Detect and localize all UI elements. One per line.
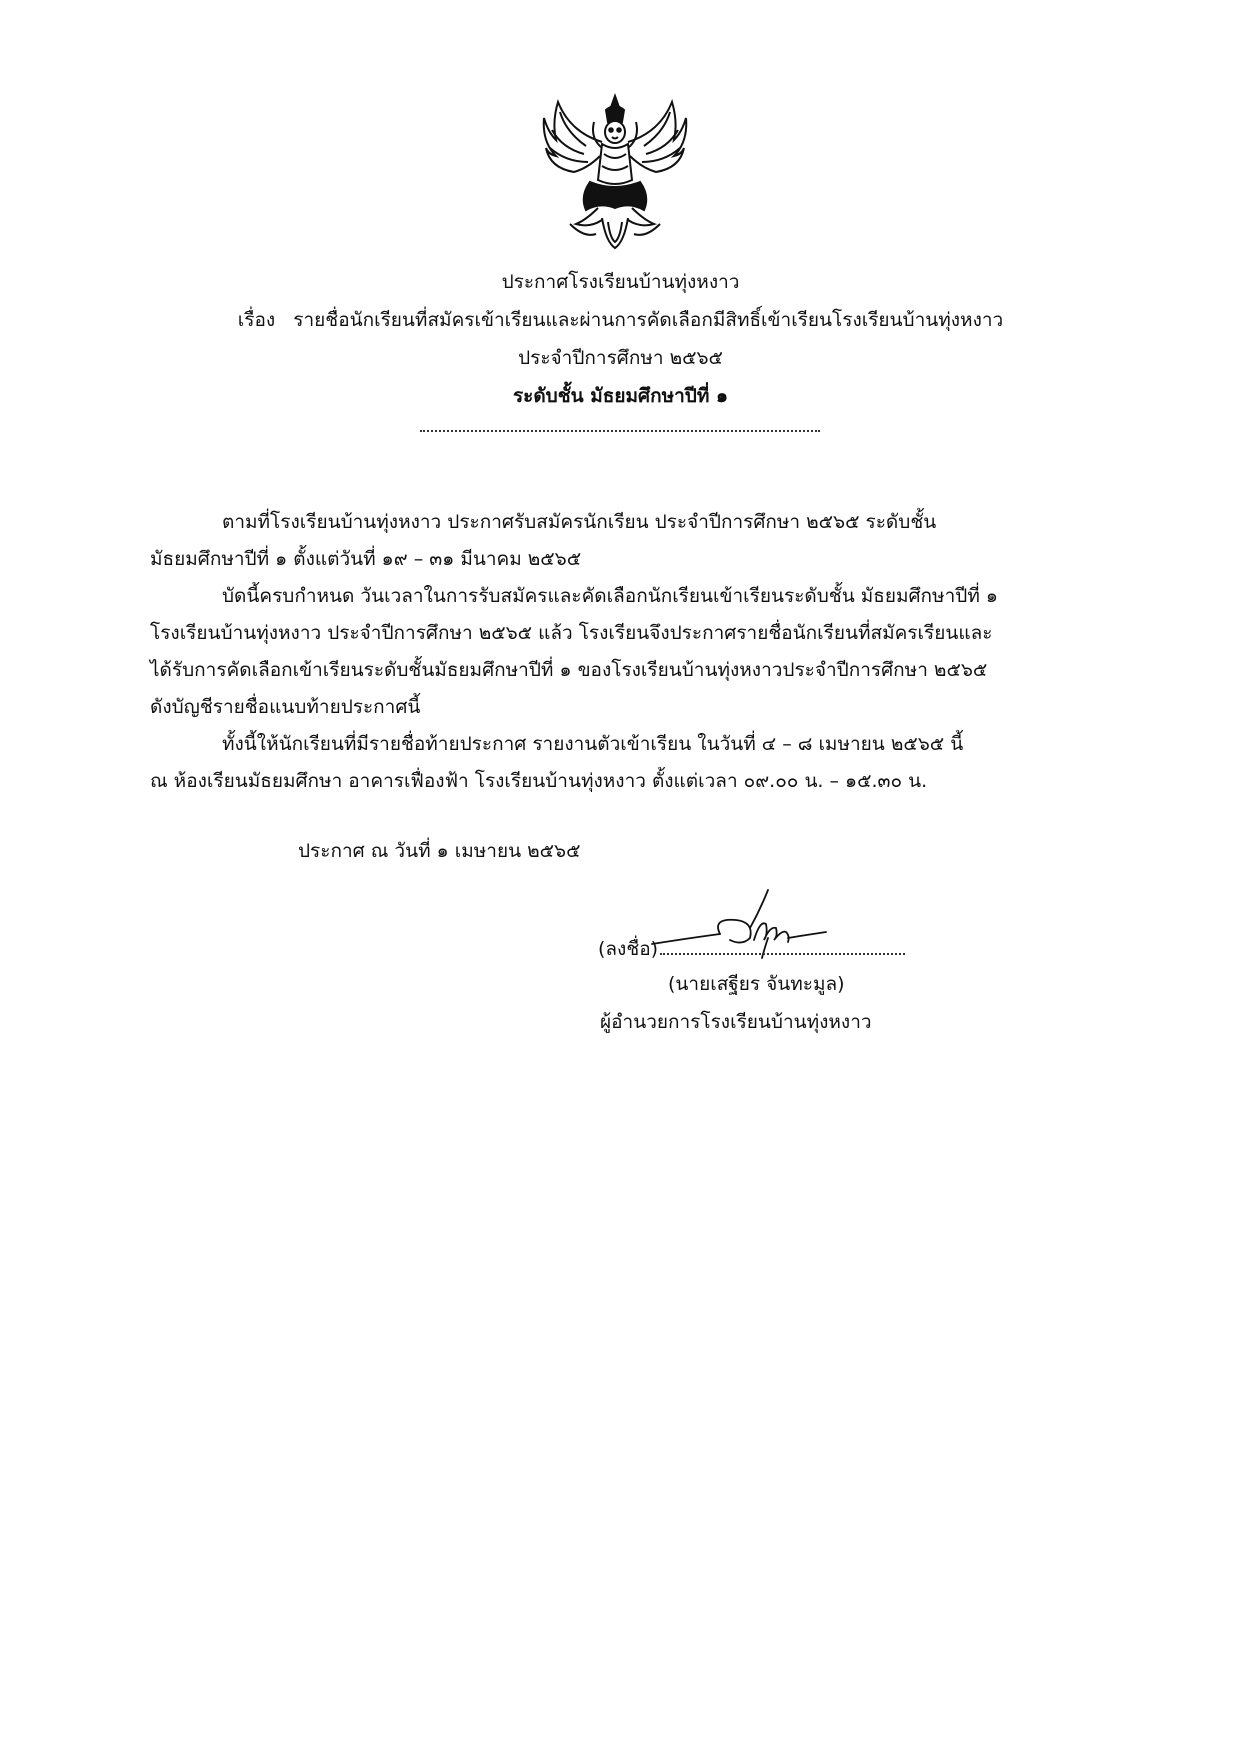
subject-label: เรื่อง (237, 309, 276, 331)
signature-dots (660, 953, 905, 955)
paragraph-line: ดังบัญชีรายชื่อแนบท้ายประกาศนี้ (150, 696, 421, 718)
body-paragraph-3 (150, 726, 1060, 800)
subject-line (0, 306, 1241, 334)
paragraph-line: ณ ห้องเรียนมัธยมศึกษา อาคารเฟื่องฟ้า โรงเรียนบ้านทุ่งหงาว ตั้งแต่เวลา ๐๙.๐๐ น. – ๑๕.๓๐ น. (150, 770, 928, 792)
paragraph-line: โรงเรียนบ้านทุ่งหงาว ประจำปีการศึกษา ๒๕๖๕ แล้ว โรงเรียนจึงประกาศรายชื่อนักเรียนที่สมัครเรียนและ (150, 622, 993, 644)
announcement-title: ประกาศโรงเรียนบ้านทุ่งหงาว (501, 271, 740, 293)
paragraph-line: ตามที่โรงเรียนบ้านทุ่งหงาว ประกาศรับสมัครนักเรียน ประจำปีการศึกษา ๒๕๖๕ ระดับชั้น (222, 511, 937, 533)
paragraph-line: ได้รับการคัดเลือกเข้าเรียนระดับชั้นมัธยมศึกษาปีที่ ๑ ของโรงเรียนบ้านทุ่งหงาวประจำปีการศึกษา ๒๕๖๕ (150, 659, 988, 681)
paragraph-line: มัธยมศึกษาปีที่ ๑ ตั้งแต่วันที่ ๑๙ – ๓๑ มีนาคม ๒๕๖๕ (150, 548, 582, 570)
grade-level: ระดับชั้น มัธยมศึกษาปีที่ ๑ (512, 385, 729, 407)
separator-dots (420, 428, 820, 432)
announcement-date: ประกาศ ณ วันที่ ๑ เมษายน ๒๕๖๕ (298, 840, 581, 862)
body-paragraph-2 (150, 578, 1060, 726)
subject-text: รายชื่อนักเรียนที่สมัครเข้าเรียนและผ่านการคัดเลือกมีสิทธิ์เข้าเรียนโรงเรียนบ้านทุ่งหงาว (293, 309, 1004, 331)
body-paragraph-1 (150, 504, 1060, 578)
academic-year: ประจำปีการศึกษา ๒๕๖๕ (518, 347, 723, 369)
garuda-emblem-icon (540, 92, 690, 252)
paragraph-line: ทั้งนี้ให้นักเรียนที่มีรายชื่อท้ายประกาศ รายงานตัวเข้าเรียน ในวันที่ ๔ – ๘ เมษายน ๒๕๖๕ นี้ (222, 733, 964, 755)
sign-label: (ลงชื่อ) (598, 938, 659, 960)
signature-line (598, 935, 905, 963)
signer-title: ผู้อำนวยการโรงเรียนบ้านทุ่งหงาว (600, 1011, 872, 1033)
paragraph-line: บัดนี้ครบกำหนด วันเวลาในการรับสมัครและคัดเลือกนักเรียนเข้าเรียนระดับชั้น มัธยมศึกษาปีที่ ๑ (222, 585, 998, 607)
signer-name: (นายเสฐียร จันทะมูล) (668, 973, 845, 995)
